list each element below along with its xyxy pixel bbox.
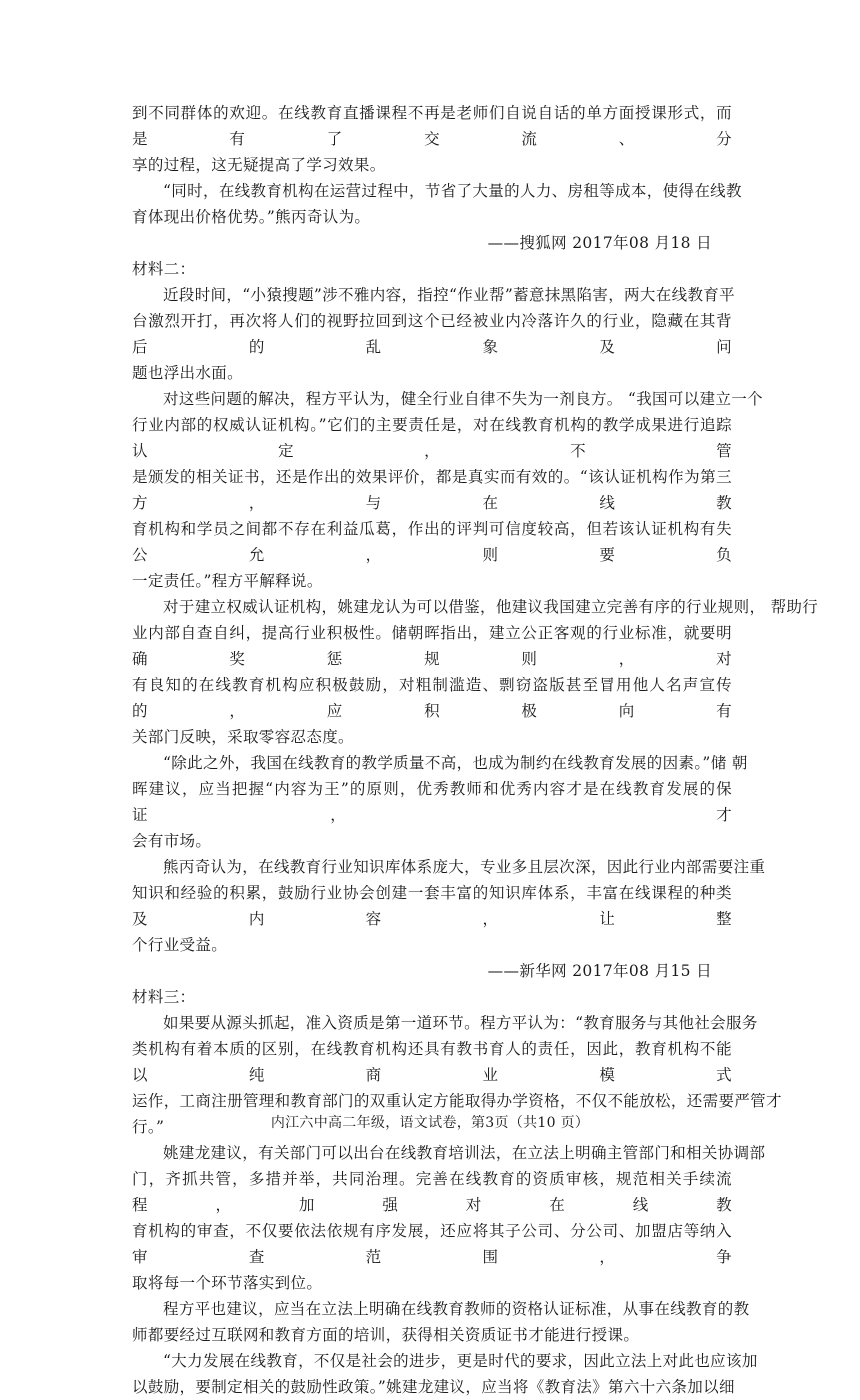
text-line: 晖建议，应当把握“内容为王”的原则，优秀教师和优秀内容才是在线教育发展的保证， 才 [132,780,732,824]
text-line: 如果要从源头抓起，准入资质是第一道环节。程方平认为：“教育服务与其他社会服务 [163,1014,758,1032]
text-line: “同时，在线教育机构在运营过程中，节省了大量的人力、房租等成本，使得在线教 [163,182,742,200]
text-line: 台激烈开打，再次将人们的视野拉回到这个已经被业内冷落许久的行业，隐藏在其背后的乱象及问 [132,312,732,356]
text-line: 以鼓励，要制定相关的鼓励性政策。”姚建龙建议，应当将《教育法》第六十六条加以细 [132,1378,735,1396]
text-line: 育体现出价格优势。”熊丙奇认为。 [132,208,371,226]
source-citation: ——新华网 2017年08 月15 日 [487,962,712,980]
text-line: 运作，工商注册管理和教育部门的双重认定方能取得办学资格，不仅不能放松，还需要严管才 [132,1092,782,1110]
text-line: 材料三： [132,988,196,1006]
page-footer: 内江六中高二年级，语文试卷，第3页（共10 页） [270,1115,590,1131]
document-body [132,100,819,1400]
text-line: 育机构和学员之间都不存在利益瓜葛，作出的评判可信度较高，但若该认证机构有失公允，则要负 [132,520,732,564]
text-line: 题也浮出水面。 [132,364,243,382]
text-line: 知识和经验的积累，鼓励行业协会创建一套丰富的知识库体系，丰富在线课程的种类及内容，让整 [132,884,732,928]
text-line: 享的过程，这无疑提高了学习效果。 [132,156,386,174]
text-line: 一定责任。”程方平解释说。 [132,572,323,590]
text-line: 门，齐抓共管，多措并举，共同治理。完善在线教育的资质审核，规范相关手续流程，加强对在线教 [132,1170,732,1214]
source-citation: ——搜狐网 2017年08 月18 日 [487,234,712,252]
text-line: 关部门反映，采取零容忍态度。 [132,728,354,746]
text-line: 是颁发的相关证书，还是作出的效果评价，都是真实而有效的。“该认证机构作为第三方，与在线教 [132,468,732,512]
text-line: 业内部自查自纠，提高行业积极性。储朝晖指出，建立公正客观的行业标准，就要明确奖惩规则，对 [132,624,732,668]
text-line: 取将每一个环节落实到位。 [132,1274,323,1292]
text-line: 材料二： [132,260,196,278]
text-line: 近段时间，“小猿搜题”涉不雅内容，指控“作业帮”蓄意抹黑陷害，两大在线教育平 [163,286,735,304]
text-line: 行。” [132,1118,165,1136]
text-line: 熊丙奇认为，在线教育行业知识库体系庞大，专业多且层次深，因此行业内部需要注重 [163,858,766,876]
text-line: 类机构有着本质的区别，在线教育机构还具有教书育人的责任，因此，教育机构不能以纯商业模式 [132,1040,732,1084]
text-line: 师都要经过互联网和教育方面的培训，获得相关资质证书才能进行授课。 [132,1326,640,1344]
text-line: 有良知的在线教育机构应积极鼓励，对粗制滥造、剽窃盗版甚至冒用他人名声宣传的，应积极向有 [132,676,732,720]
text-line: 育机构的审查，不仅要依法依规有序发展，还应将其子公司、分公司、加盟店等纳入审查范围，争 [132,1222,732,1266]
text-line: 行业内部的权威认证机构。”它们的主要责任是，对在线教育机构的教学成果进行追踪认定，不管 [132,416,732,460]
text-line: 个行业受益。 [132,936,228,954]
text-line: 会有市场。 [132,832,212,850]
text-line: 到不同群体的欢迎。在线教育直播课程不再是老师们自说自话的单方面授课形式，而是有了交流、分 [132,104,732,148]
text-line: “大力发展在线教育，不仅是社会的进步，更是时代的要求，因此立法上对此也应该加 [163,1352,758,1370]
text-line: 姚建龙建议，有关部门可以出台在线教育培训法，在立法上明确主管部门和相关协调部 [163,1144,766,1162]
text-line: 程方平也建议，应当在立法上明确在线教育教师的资格认证标准，从事在线教育的教 [163,1300,750,1318]
text-line: 对于建立权威认证机构，姚建龙认为可以借鉴，他建议我国建立完善有序的行业规则， 帮助行 [163,598,819,616]
text-line: “除此之外，我国在线教育的教学质量不高，也成为制约在线教育发展的因素。”储 朝 [163,754,748,772]
text-line: 对这些问题的解决，程方平认为，健全行业自律不失为一剂良方。 “我国可以建立一个 [163,390,764,408]
